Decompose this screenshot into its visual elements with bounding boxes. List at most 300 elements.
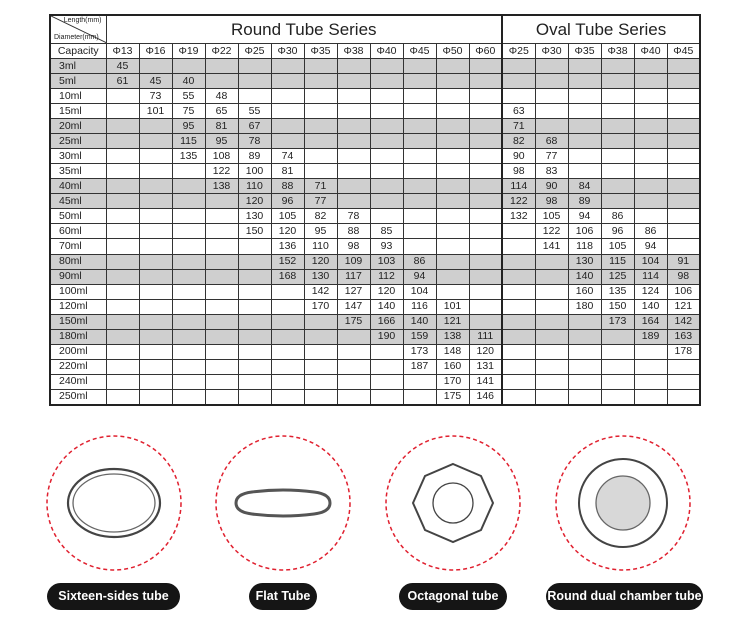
round-length-cell bbox=[271, 119, 304, 134]
round-length-cell bbox=[337, 104, 370, 119]
round-length-cell bbox=[271, 299, 304, 314]
round-length-cell bbox=[436, 194, 469, 209]
round-length-cell bbox=[271, 59, 304, 74]
round-length-cell: 190 bbox=[370, 329, 403, 344]
round-length-cell: 121 bbox=[436, 314, 469, 329]
capacity-cell: 40ml bbox=[50, 179, 106, 194]
round-length-cell: 130 bbox=[238, 209, 271, 224]
round-length-cell bbox=[139, 134, 172, 149]
oval-length-cell bbox=[502, 59, 535, 74]
round-length-cell: 95 bbox=[172, 119, 205, 134]
oval-length-cell: 124 bbox=[634, 284, 667, 299]
round-length-cell: 142 bbox=[304, 284, 337, 299]
oval-length-cell: 164 bbox=[634, 314, 667, 329]
round-length-cell bbox=[403, 209, 436, 224]
oval-length-cell bbox=[601, 59, 634, 74]
round-length-cell: 45 bbox=[139, 74, 172, 89]
oval-length-cell bbox=[667, 119, 700, 134]
round-length-cell bbox=[469, 89, 502, 104]
oval-length-cell bbox=[568, 59, 601, 74]
round-length-cell bbox=[139, 314, 172, 329]
round-length-cell bbox=[337, 149, 370, 164]
octagonal-tube-label: Octagonal tube bbox=[399, 583, 507, 610]
round-length-cell bbox=[139, 59, 172, 74]
oval-length-cell bbox=[667, 194, 700, 209]
round-length-cell bbox=[337, 329, 370, 344]
oval-length-cell bbox=[568, 119, 601, 134]
round-length-cell bbox=[238, 74, 271, 89]
capacity-row bbox=[50, 59, 700, 74]
round-length-cell bbox=[337, 59, 370, 74]
oval-diameter-header: Φ35 bbox=[568, 44, 601, 59]
round-length-cell: 48 bbox=[205, 89, 238, 104]
oval-length-cell: 94 bbox=[634, 239, 667, 254]
oval-length-cell bbox=[601, 344, 634, 359]
oval-length-cell: 121 bbox=[667, 299, 700, 314]
oval-tube-series-title: Oval Tube Series bbox=[502, 15, 700, 44]
oval-length-cell bbox=[667, 239, 700, 254]
round-length-cell: 120 bbox=[304, 254, 337, 269]
round-length-cell bbox=[403, 179, 436, 194]
oval-length-cell bbox=[601, 374, 634, 389]
round-length-cell bbox=[205, 389, 238, 405]
oval-length-cell bbox=[568, 314, 601, 329]
round-diameter-header: Φ19 bbox=[172, 44, 205, 59]
oval-length-cell bbox=[535, 314, 568, 329]
oval-length-cell: 91 bbox=[667, 254, 700, 269]
round-length-cell: 138 bbox=[205, 179, 238, 194]
round-length-cell bbox=[370, 149, 403, 164]
oval-length-cell bbox=[502, 374, 535, 389]
round-length-cell bbox=[139, 209, 172, 224]
oval-length-cell bbox=[568, 164, 601, 179]
round-length-cell bbox=[106, 299, 139, 314]
round-length-cell bbox=[403, 134, 436, 149]
round-length-cell bbox=[172, 269, 205, 284]
round-length-cell: 160 bbox=[436, 359, 469, 374]
oval-length-cell bbox=[502, 224, 535, 239]
round-length-cell bbox=[370, 74, 403, 89]
oval-length-cell: 96 bbox=[601, 224, 634, 239]
round-length-cell bbox=[172, 329, 205, 344]
round-length-cell: 117 bbox=[337, 269, 370, 284]
round-length-cell: 116 bbox=[403, 299, 436, 314]
round-length-cell bbox=[106, 209, 139, 224]
round-length-cell: 108 bbox=[205, 149, 238, 164]
round-length-cell bbox=[370, 59, 403, 74]
round-length-cell bbox=[370, 164, 403, 179]
oval-length-cell bbox=[634, 134, 667, 149]
oval-length-cell bbox=[535, 299, 568, 314]
round-length-cell bbox=[172, 284, 205, 299]
round-length-cell bbox=[304, 359, 337, 374]
capacity-cell: 45ml bbox=[50, 194, 106, 209]
round-length-cell bbox=[403, 104, 436, 119]
capacity-row bbox=[50, 119, 700, 134]
oval-length-cell: 114 bbox=[502, 179, 535, 194]
round-length-cell: 147 bbox=[337, 299, 370, 314]
round-length-cell: 82 bbox=[304, 209, 337, 224]
round-length-cell: 127 bbox=[337, 284, 370, 299]
round-length-cell bbox=[436, 59, 469, 74]
round-length-cell: 109 bbox=[337, 254, 370, 269]
round-length-cell bbox=[436, 74, 469, 89]
round-length-cell bbox=[172, 344, 205, 359]
oval-length-cell bbox=[601, 149, 634, 164]
round-length-cell bbox=[304, 329, 337, 344]
oval-length-cell: 140 bbox=[634, 299, 667, 314]
capacity-cell: 60ml bbox=[50, 224, 106, 239]
oval-length-cell bbox=[601, 194, 634, 209]
round-length-cell bbox=[271, 374, 304, 389]
oval-length-cell: 98 bbox=[535, 194, 568, 209]
oval-length-cell bbox=[634, 389, 667, 405]
oval-length-cell bbox=[601, 389, 634, 405]
round-length-cell bbox=[304, 134, 337, 149]
oval-length-cell bbox=[667, 89, 700, 104]
round-length-cell bbox=[403, 74, 436, 89]
oval-length-cell bbox=[601, 164, 634, 179]
round-length-cell bbox=[172, 359, 205, 374]
round-length-cell bbox=[106, 104, 139, 119]
round-length-cell bbox=[370, 179, 403, 194]
round-length-cell: 98 bbox=[337, 239, 370, 254]
round-length-cell bbox=[238, 389, 271, 405]
oval-length-cell: 118 bbox=[568, 239, 601, 254]
round-diameter-header: Φ25 bbox=[238, 44, 271, 59]
tube-capacity-table bbox=[49, 14, 701, 406]
round-length-cell bbox=[238, 374, 271, 389]
round-length-cell: 120 bbox=[370, 284, 403, 299]
capacity-row bbox=[50, 314, 700, 329]
oval-length-cell bbox=[502, 269, 535, 284]
round-length-cell: 135 bbox=[172, 149, 205, 164]
capacity-cell: 180ml bbox=[50, 329, 106, 344]
oval-length-cell: 178 bbox=[667, 344, 700, 359]
round-length-cell: 95 bbox=[304, 224, 337, 239]
round-length-cell: 175 bbox=[436, 389, 469, 405]
oval-length-cell: 180 bbox=[568, 299, 601, 314]
oval-length-cell bbox=[535, 344, 568, 359]
capacity-row bbox=[50, 359, 700, 374]
round-diameter-header: Φ45 bbox=[403, 44, 436, 59]
oval-length-cell bbox=[568, 149, 601, 164]
round-length-cell bbox=[106, 239, 139, 254]
round-length-cell bbox=[139, 344, 172, 359]
round-length-cell bbox=[337, 119, 370, 134]
round-length-cell bbox=[139, 359, 172, 374]
round-length-cell: 150 bbox=[238, 224, 271, 239]
round-length-cell: 81 bbox=[205, 119, 238, 134]
round-length-cell: 110 bbox=[238, 179, 271, 194]
round-length-cell: 148 bbox=[436, 344, 469, 359]
round-length-cell bbox=[139, 224, 172, 239]
round-length-cell bbox=[172, 179, 205, 194]
round-length-cell bbox=[469, 239, 502, 254]
capacity-row bbox=[50, 389, 700, 405]
oval-length-cell bbox=[667, 59, 700, 74]
round-length-cell bbox=[106, 134, 139, 149]
oval-length-cell bbox=[601, 89, 634, 104]
oval-length-cell: 122 bbox=[535, 224, 568, 239]
oval-length-cell: 89 bbox=[568, 194, 601, 209]
oval-length-cell: 125 bbox=[601, 269, 634, 284]
round-length-cell bbox=[469, 284, 502, 299]
oval-length-cell bbox=[535, 89, 568, 104]
round-length-cell bbox=[238, 284, 271, 299]
oval-length-cell bbox=[667, 149, 700, 164]
round-length-cell: 86 bbox=[403, 254, 436, 269]
oval-length-cell: 63 bbox=[502, 104, 535, 119]
round-length-cell bbox=[469, 149, 502, 164]
flat-tube-icon bbox=[214, 434, 352, 572]
round-length-cell: 111 bbox=[469, 329, 502, 344]
capacity-cell: 5ml bbox=[50, 74, 106, 89]
round-length-cell bbox=[106, 344, 139, 359]
round-length-cell bbox=[238, 239, 271, 254]
capacity-cell: 50ml bbox=[50, 209, 106, 224]
oval-length-cell: 86 bbox=[634, 224, 667, 239]
round-length-cell bbox=[304, 149, 337, 164]
capacity-row bbox=[50, 74, 700, 89]
round-length-cell bbox=[238, 59, 271, 74]
oval-length-cell bbox=[535, 59, 568, 74]
round-length-cell: 112 bbox=[370, 269, 403, 284]
round-diameter-header: Φ40 bbox=[370, 44, 403, 59]
round-length-cell: 168 bbox=[271, 269, 304, 284]
capacity-header: Capacity bbox=[50, 44, 106, 59]
oval-diameter-header: Φ30 bbox=[535, 44, 568, 59]
oval-length-cell bbox=[601, 329, 634, 344]
oval-length-cell bbox=[667, 104, 700, 119]
round-length-cell: 65 bbox=[205, 104, 238, 119]
capacity-cell: 240ml bbox=[50, 374, 106, 389]
round-length-cell bbox=[469, 164, 502, 179]
oval-length-cell bbox=[601, 74, 634, 89]
oval-length-cell bbox=[667, 134, 700, 149]
oval-length-cell bbox=[634, 209, 667, 224]
round-diameter-header: Φ30 bbox=[271, 44, 304, 59]
round-length-cell bbox=[106, 329, 139, 344]
round-length-cell bbox=[469, 179, 502, 194]
round-length-cell bbox=[469, 254, 502, 269]
round-length-cell bbox=[436, 209, 469, 224]
round-length-cell: 93 bbox=[370, 239, 403, 254]
round-length-cell: 120 bbox=[238, 194, 271, 209]
round-length-cell: 73 bbox=[139, 89, 172, 104]
length-mm-label: Length(mm) bbox=[63, 17, 102, 24]
capacity-row bbox=[50, 194, 700, 209]
round-length-cell: 78 bbox=[238, 134, 271, 149]
round-length-cell bbox=[271, 284, 304, 299]
round-length-cell bbox=[403, 59, 436, 74]
round-length-cell bbox=[337, 344, 370, 359]
oval-length-cell bbox=[634, 179, 667, 194]
round-length-cell: 85 bbox=[370, 224, 403, 239]
round-length-cell bbox=[436, 269, 469, 284]
round-length-cell bbox=[139, 374, 172, 389]
round-length-cell bbox=[436, 224, 469, 239]
round-length-cell bbox=[106, 359, 139, 374]
oval-length-cell bbox=[601, 104, 634, 119]
round-length-cell bbox=[337, 194, 370, 209]
round-length-cell bbox=[370, 389, 403, 405]
round-length-cell bbox=[304, 374, 337, 389]
oval-length-cell bbox=[568, 329, 601, 344]
oval-length-cell bbox=[502, 329, 535, 344]
round-length-cell bbox=[139, 164, 172, 179]
round-length-cell bbox=[337, 164, 370, 179]
oval-length-cell bbox=[667, 164, 700, 179]
round-length-cell: 95 bbox=[205, 134, 238, 149]
round-length-cell: 67 bbox=[238, 119, 271, 134]
series-title-row bbox=[50, 15, 700, 44]
oval-length-cell bbox=[601, 359, 634, 374]
round-length-cell bbox=[436, 104, 469, 119]
capacity-cell: 25ml bbox=[50, 134, 106, 149]
oval-length-cell: 122 bbox=[502, 194, 535, 209]
oval-length-cell: 104 bbox=[634, 254, 667, 269]
capacity-cell: 220ml bbox=[50, 359, 106, 374]
oval-length-cell bbox=[535, 359, 568, 374]
round-length-cell bbox=[403, 119, 436, 134]
round-length-cell bbox=[304, 104, 337, 119]
oval-length-cell: 132 bbox=[502, 209, 535, 224]
round-length-cell bbox=[469, 104, 502, 119]
round-length-cell bbox=[436, 134, 469, 149]
oval-length-cell: 135 bbox=[601, 284, 634, 299]
oval-length-cell bbox=[667, 374, 700, 389]
round-length-cell bbox=[139, 194, 172, 209]
round-length-cell bbox=[106, 254, 139, 269]
round-dual-chamber-tube-icon bbox=[554, 434, 692, 572]
oval-length-cell bbox=[568, 74, 601, 89]
round-length-cell: 122 bbox=[205, 164, 238, 179]
capacity-cell: 80ml bbox=[50, 254, 106, 269]
round-length-cell: 61 bbox=[106, 74, 139, 89]
capacity-cell: 120ml bbox=[50, 299, 106, 314]
round-length-cell: 75 bbox=[172, 104, 205, 119]
round-length-cell bbox=[106, 89, 139, 104]
round-length-cell bbox=[337, 359, 370, 374]
round-diameter-header: Φ38 bbox=[337, 44, 370, 59]
round-length-cell bbox=[106, 179, 139, 194]
round-length-cell bbox=[106, 389, 139, 405]
round-length-cell: 146 bbox=[469, 389, 502, 405]
round-length-cell: 141 bbox=[469, 374, 502, 389]
oval-length-cell: 86 bbox=[601, 209, 634, 224]
round-length-cell: 81 bbox=[271, 164, 304, 179]
round-length-cell: 71 bbox=[304, 179, 337, 194]
round-length-cell bbox=[139, 269, 172, 284]
oval-length-cell: 82 bbox=[502, 134, 535, 149]
round-length-cell bbox=[403, 239, 436, 254]
round-length-cell bbox=[436, 89, 469, 104]
round-length-cell bbox=[337, 374, 370, 389]
round-length-cell bbox=[337, 389, 370, 405]
oval-length-cell bbox=[568, 104, 601, 119]
oval-length-cell: 98 bbox=[667, 269, 700, 284]
round-length-cell bbox=[469, 134, 502, 149]
round-length-cell: 88 bbox=[271, 179, 304, 194]
round-length-cell bbox=[304, 314, 337, 329]
oval-length-cell bbox=[634, 149, 667, 164]
capacity-cell: 3ml bbox=[50, 59, 106, 74]
round-length-cell bbox=[403, 149, 436, 164]
round-length-cell bbox=[370, 89, 403, 104]
oval-length-cell: 173 bbox=[601, 314, 634, 329]
capacity-cell: 100ml bbox=[50, 284, 106, 299]
round-length-cell bbox=[304, 74, 337, 89]
round-length-cell bbox=[238, 89, 271, 104]
round-length-cell bbox=[106, 374, 139, 389]
oval-length-cell: 90 bbox=[502, 149, 535, 164]
round-length-cell bbox=[205, 254, 238, 269]
round-length-cell bbox=[436, 149, 469, 164]
round-length-cell bbox=[469, 209, 502, 224]
oval-length-cell: 163 bbox=[667, 329, 700, 344]
round-length-cell bbox=[304, 344, 337, 359]
oval-length-cell: 84 bbox=[568, 179, 601, 194]
round-length-cell bbox=[436, 284, 469, 299]
oval-length-cell bbox=[667, 389, 700, 405]
round-length-cell bbox=[370, 374, 403, 389]
round-length-cell bbox=[403, 194, 436, 209]
round-length-cell: 115 bbox=[172, 134, 205, 149]
round-length-cell bbox=[205, 194, 238, 209]
oval-length-cell bbox=[667, 224, 700, 239]
round-length-cell bbox=[106, 224, 139, 239]
round-length-cell bbox=[139, 254, 172, 269]
oval-length-cell bbox=[634, 359, 667, 374]
round-length-cell bbox=[205, 239, 238, 254]
capacity-row bbox=[50, 224, 700, 239]
round-diameter-header: Φ22 bbox=[205, 44, 238, 59]
oval-length-cell: 106 bbox=[568, 224, 601, 239]
round-length-cell bbox=[403, 89, 436, 104]
round-tube-series-title: Round Tube Series bbox=[106, 15, 502, 44]
round-length-cell bbox=[106, 119, 139, 134]
oval-length-cell: 105 bbox=[535, 209, 568, 224]
round-length-cell bbox=[304, 119, 337, 134]
oval-length-cell bbox=[535, 104, 568, 119]
oval-length-cell bbox=[634, 194, 667, 209]
round-length-cell bbox=[403, 224, 436, 239]
sixteen-sided-tube-icon bbox=[45, 434, 183, 572]
oval-diameter-header: Φ45 bbox=[667, 44, 700, 59]
round-length-cell bbox=[271, 104, 304, 119]
oval-length-cell: 115 bbox=[601, 254, 634, 269]
round-length-cell bbox=[205, 359, 238, 374]
round-length-cell bbox=[370, 194, 403, 209]
capacity-cell: 90ml bbox=[50, 269, 106, 284]
round-length-cell bbox=[271, 74, 304, 89]
round-length-cell bbox=[238, 299, 271, 314]
round-length-cell: 170 bbox=[304, 299, 337, 314]
round-length-cell bbox=[403, 374, 436, 389]
oval-length-cell bbox=[535, 269, 568, 284]
round-length-cell bbox=[139, 149, 172, 164]
round-length-cell bbox=[106, 164, 139, 179]
oval-length-cell bbox=[502, 74, 535, 89]
round-length-cell: 175 bbox=[337, 314, 370, 329]
oval-length-cell: 68 bbox=[535, 134, 568, 149]
oval-length-cell bbox=[634, 374, 667, 389]
round-length-cell bbox=[172, 209, 205, 224]
round-length-cell: 110 bbox=[304, 239, 337, 254]
oval-length-cell: 141 bbox=[535, 239, 568, 254]
round-length-cell: 55 bbox=[238, 104, 271, 119]
